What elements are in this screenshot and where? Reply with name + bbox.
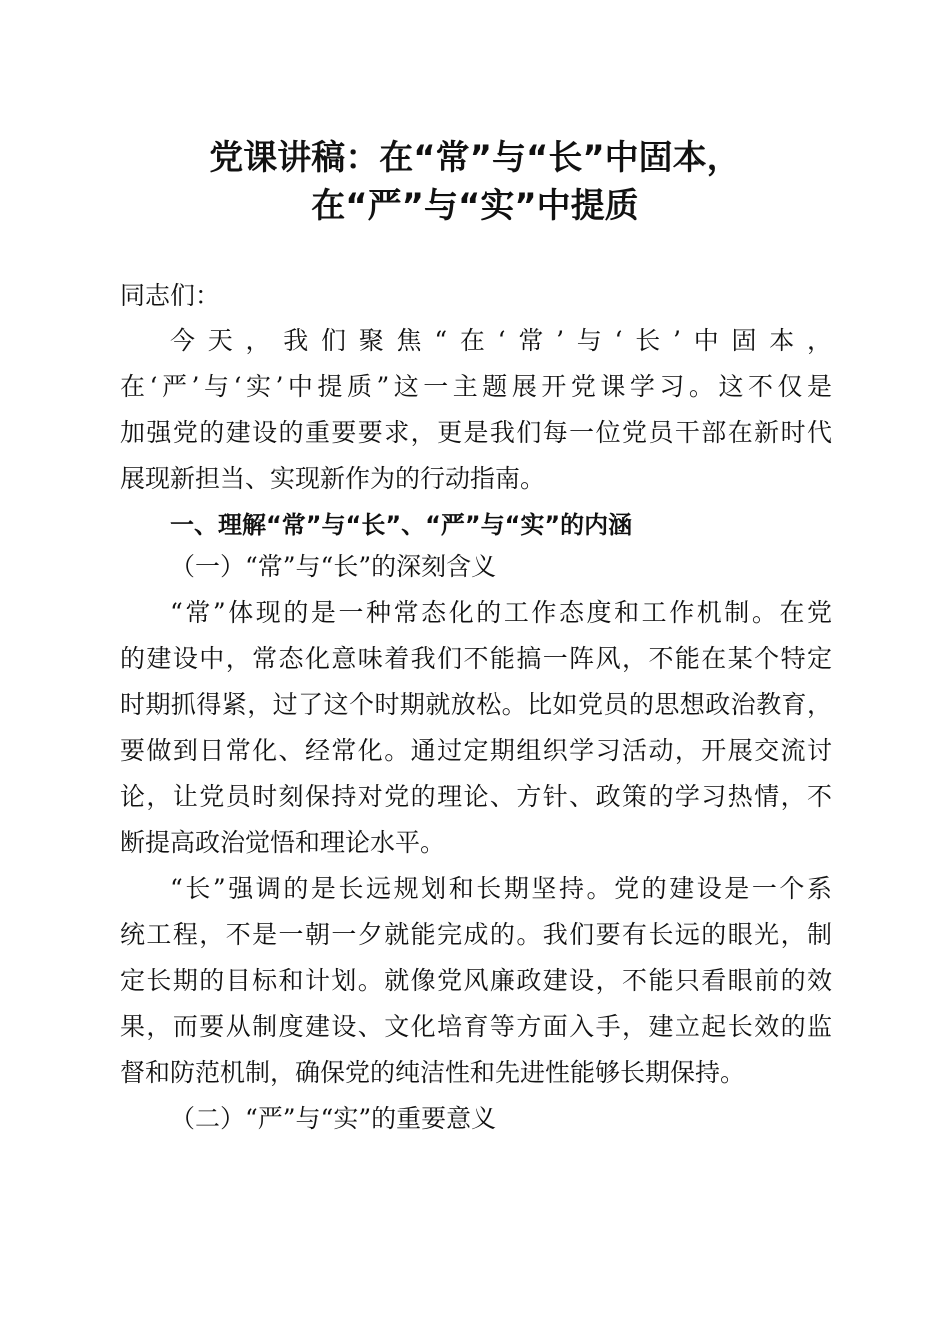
- intro-line-2: 在‘严’与‘实’中提质”这一主题展开党课学习。这不仅是: [120, 372, 832, 401]
- subsection-heading-2: （二）“严”与“实”的重要意义: [170, 1104, 497, 1133]
- title-line-2: 在“严”与“实”中提质: [311, 186, 639, 226]
- para2-line-4: 果，而要从制度建设、文化培育等方面入手，建立起长效的监: [120, 1012, 832, 1041]
- subsection-heading-1: （一）“常”与“长”的深刻含义: [170, 552, 497, 581]
- para1-line-6: 断提高政治觉悟和理论水平。: [120, 828, 446, 857]
- para1-line-1: “常”体现的是一种常态化的工作态度和工作机制。在党: [170, 598, 832, 627]
- para2-line-3: 定长期的目标和计划。就像党风廉政建设，不能只看眼前的效: [120, 966, 832, 995]
- title-line-1: 党课讲稿：在“常”与“长”中固本，: [209, 138, 741, 178]
- intro-line-3: 加强党的建设的重要要求，更是我们每一位党员干部在新时代: [120, 418, 832, 447]
- para1-line-3: 时期抓得紧，过了这个时期就放松。比如党员的思想政治教育，: [120, 690, 832, 719]
- para1-line-5: 论，让党员时刻保持对党的理论、方针、政策的学习热情，不: [120, 782, 832, 811]
- salutation: 同志们：: [120, 281, 221, 310]
- intro-line-4: 展现新担当、实现新作为的行动指南。: [120, 464, 546, 493]
- para2-line-5: 督和防范机制，确保党的纯洁性和先进性能够长期保持。: [120, 1058, 746, 1087]
- section-heading-1: 一、理解“常”与“长”、“严”与“实”的内涵: [170, 511, 633, 539]
- para2-line-1: “长”强调的是长远规划和长期坚持。党的建设是一个系: [170, 874, 832, 903]
- intro-line-1: 今天，我们聚焦“在‘常’与‘长’中固本，: [170, 326, 832, 355]
- para2-line-2: 统工程，不是一朝一夕就能完成的。我们要有长远的眼光，制: [120, 920, 832, 949]
- para1-line-2: 的建设中，常态化意味着我们不能搞一阵风，不能在某个特定: [120, 644, 832, 673]
- para1-line-4: 要做到日常化、经常化。通过定期组织学习活动，开展交流讨: [120, 736, 832, 765]
